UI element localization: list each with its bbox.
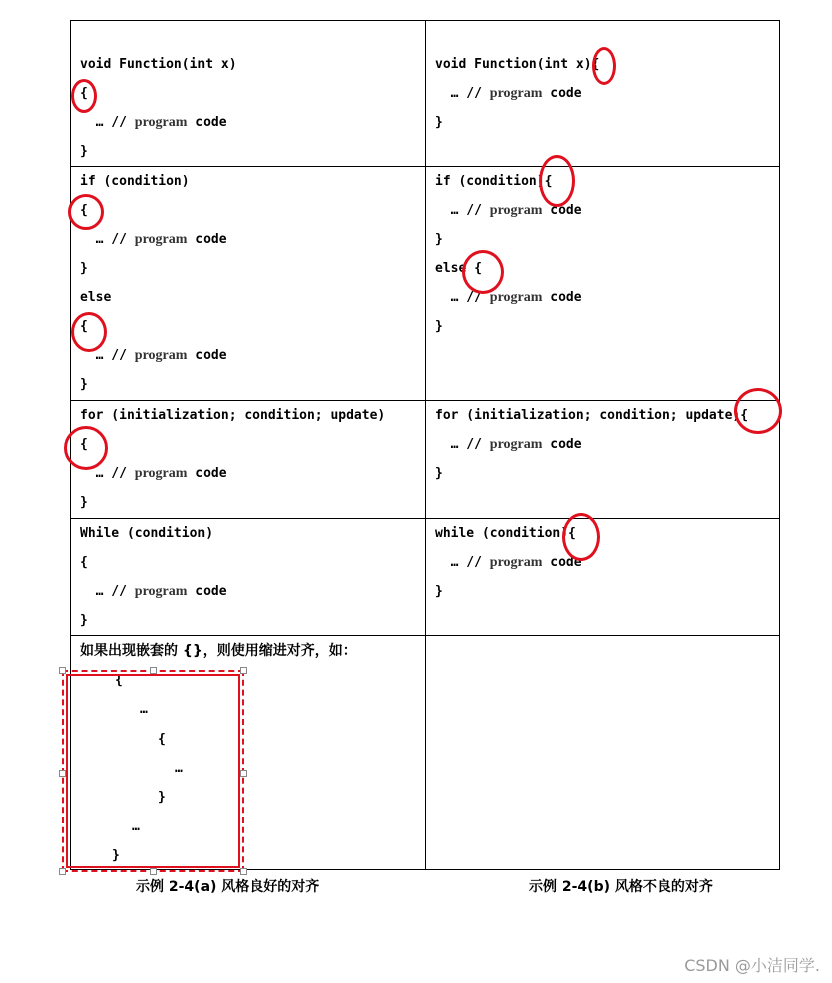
resize-handle[interactable] (240, 667, 247, 674)
highlight-circle (539, 155, 575, 207)
code-line: { (80, 555, 88, 570)
code-line: { (80, 203, 88, 218)
code-line: } (80, 377, 88, 392)
caption-bad: 示例 2-4(b) 风格不良的对齐 (529, 879, 713, 895)
code-line: … // program code (80, 466, 227, 481)
code-line: … // program code (435, 203, 582, 218)
watermark: CSDN @小洁同学. (684, 956, 820, 975)
caption-good: 示例 2-4(a) 风格良好的对齐 (136, 879, 320, 895)
code-line: { (80, 319, 88, 334)
resize-handle[interactable] (150, 667, 157, 674)
resize-handle[interactable] (150, 868, 157, 875)
cell-function-bad (425, 20, 780, 166)
resize-handle[interactable] (59, 868, 66, 875)
cell-while-bad (425, 518, 780, 635)
code-line: } (435, 584, 443, 599)
code-line: for (initialization; condition; update){ (435, 408, 749, 423)
cell-for-good (70, 400, 425, 518)
resize-handle[interactable] (240, 770, 247, 777)
highlight-circle (71, 79, 97, 113)
cell-empty (425, 635, 780, 870)
highlight-circle (462, 250, 504, 294)
cell-for-bad (425, 400, 780, 518)
code-line: … (140, 702, 148, 717)
selection-frame-inner (66, 674, 240, 868)
code-line: for (initialization; condition; update) (80, 408, 386, 423)
code-line: … // program code (80, 584, 227, 599)
code-line: else { (435, 261, 482, 276)
code-line: } (80, 613, 88, 628)
code-line: } (80, 144, 88, 159)
nested-heading: 如果出现嵌套的 {}，则使用缩进对齐，如： (80, 643, 357, 659)
code-line: While (condition) (80, 526, 214, 541)
code-line: } (80, 261, 88, 276)
code-line: … // program code (80, 348, 227, 363)
code-line: … // program code (80, 232, 227, 247)
code-line: { (115, 673, 123, 688)
highlight-circle (734, 388, 782, 434)
code-line: … (175, 761, 183, 776)
code-line: } (112, 848, 120, 863)
code-line: if (condition) (80, 174, 190, 189)
resize-handle[interactable] (59, 770, 66, 777)
cell-if-else-good (70, 166, 425, 400)
code-line: void Function(int x) (80, 57, 237, 72)
highlight-circle (68, 194, 104, 230)
code-line: if (condition){ (435, 174, 553, 189)
code-line: … // program code (435, 290, 582, 305)
cell-while-good (70, 518, 425, 635)
code-line: … (132, 819, 140, 834)
resize-handle[interactable] (59, 667, 66, 674)
code-line: } (435, 319, 443, 334)
highlight-circle (562, 513, 600, 561)
code-line: } (435, 466, 443, 481)
code-line: … // program code (435, 555, 582, 570)
highlight-circle (71, 312, 107, 352)
code-line: } (80, 495, 88, 510)
resize-handle[interactable] (240, 868, 247, 875)
code-line: … // program code (80, 115, 227, 130)
cell-function-good (70, 20, 425, 166)
code-line: } (435, 115, 443, 130)
code-line: { (80, 437, 88, 452)
code-line: … // program code (435, 86, 582, 101)
code-line: else (80, 290, 112, 305)
code-line: } (435, 232, 443, 247)
highlight-circle (64, 426, 108, 470)
code-line: { (158, 732, 166, 747)
code-line: void Function(int x){ (435, 57, 600, 72)
code-line: while (condition){ (435, 526, 576, 541)
code-line: … // program code (435, 437, 582, 452)
code-line: { (80, 86, 88, 101)
highlight-circle (592, 47, 616, 85)
code-line: } (158, 790, 166, 805)
